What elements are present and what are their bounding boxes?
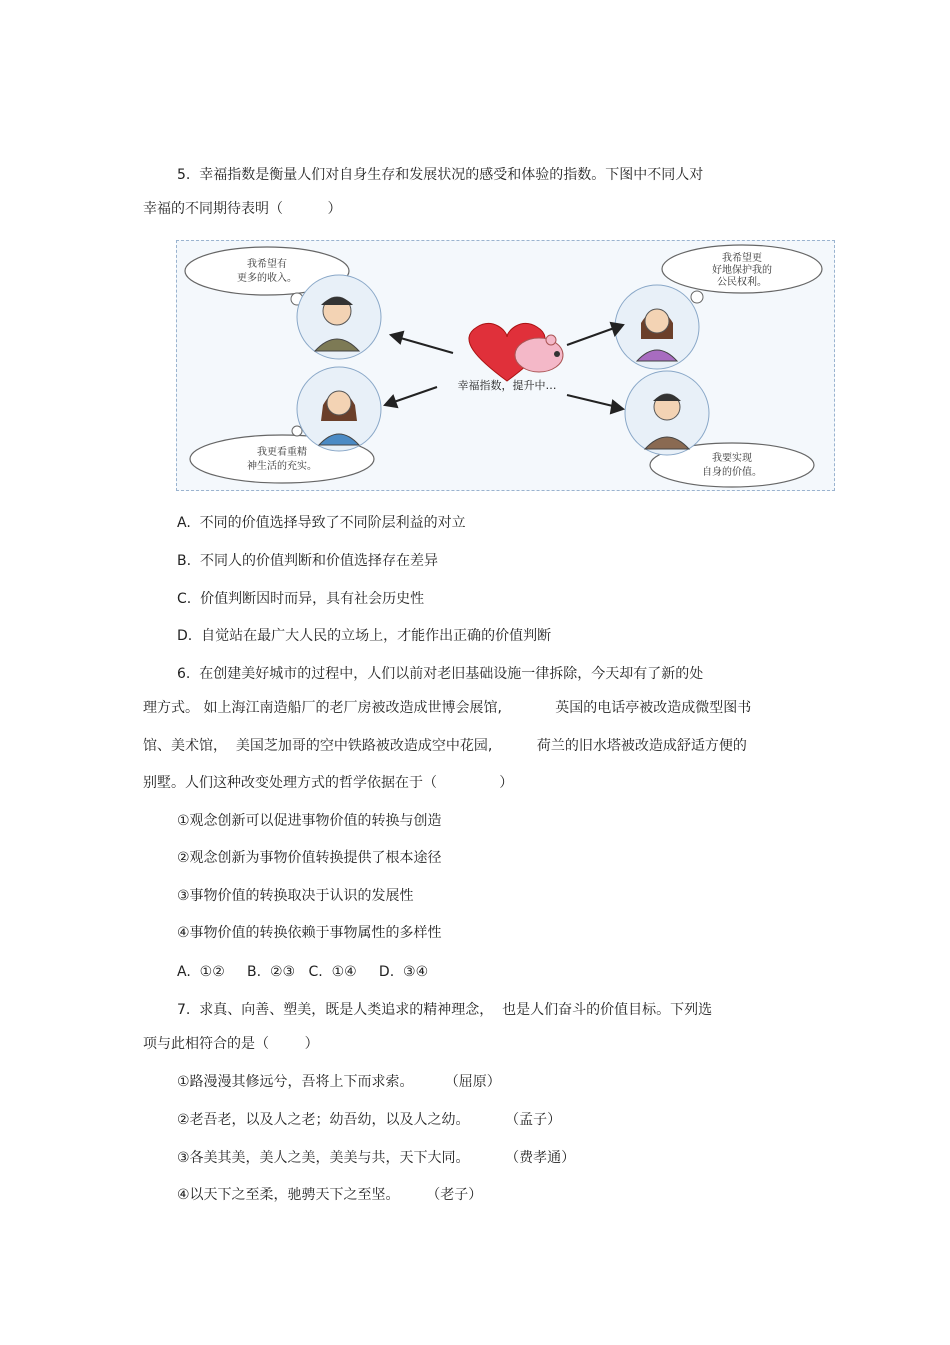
q6-stem-line1: 6. 在创建美好城市的过程中，人们以前对老旧基础设施一律拆除，今天却有了新的处: [177, 666, 704, 682]
bubble-top-right-line1: 我希望更: [722, 253, 762, 264]
bubble-bottom-left-line2: 神生活的充实。: [247, 461, 317, 472]
q5-happiness-figure: [176, 240, 835, 491]
portrait-woman-top-right: [615, 285, 699, 369]
portrait-woman-bottom-left: [297, 367, 381, 451]
q5-option-a: A. 不同的价值选择导致了不同阶层利益的对立: [177, 515, 466, 531]
bubble-top-right-line3: 公民权利。: [717, 277, 767, 288]
bubble-top-right-line2: 好地保护我的: [712, 265, 772, 276]
bubble-bottom-left-line1: 我更看重精: [257, 447, 307, 458]
arrow-to-top-right: [567, 327, 617, 345]
bubble-top-left-line2: 更多的收入。: [237, 273, 297, 284]
q6-item-1: ①观念创新可以促进事物价值的转换与创造: [177, 813, 442, 829]
q5-option-d: D. 自觉站在最广大人民的立场上，才能作出正确的价值判断: [177, 628, 552, 644]
bubble-bottom-right-line1: 我要实现: [712, 453, 752, 464]
q6-stem-line4: 别墅。人们这种改变处理方式的哲学依据在于（ ）: [143, 775, 514, 791]
q7-item-1: ①路漫漫其修远兮，吾将上下而求索。 （屈原）: [177, 1074, 501, 1090]
q7-stem-line2: 项与此相符合的是（ ）: [143, 1036, 319, 1052]
q7-item-2: ②老吾老，以及人之老；幼吾幼，以及人之幼。 （孟子）: [177, 1112, 562, 1128]
q6-item-2: ②观念创新为事物价值转换提供了根本途径: [177, 850, 442, 866]
q6-item-3: ③事物价值的转换取决于认识的发展性: [177, 888, 414, 904]
bubble-bottom-right-line2: 自身的价值。: [702, 467, 762, 478]
q6-stem-line3: 馆、美术馆， 美国芝加哥的空中铁路被改造成空中花园, 荷兰的旧水塔被改造成舒适方便的: [143, 738, 747, 754]
arrow-to-bottom-right: [567, 395, 617, 407]
arrow-to-bottom-left: [391, 387, 437, 403]
arrow-head-bottom-left: [385, 396, 397, 407]
center-label: 幸福指数，提升中…: [457, 379, 557, 392]
happiness-illustration: [177, 241, 836, 492]
q7-item-4: ④以天下之至柔，驰骋天下之至坚。 （老子）: [177, 1187, 483, 1203]
q6-stem-line2: 理方式。 如上海江南造船厂的老厂房被改造成世博会展馆, 英国的电话亭被改造成微型图书: [143, 700, 752, 716]
q5-stem-line2: 幸福的不同期待表明（ ）: [143, 201, 342, 217]
q7-stem-line1: 7. 求真、向善、塑美，既是人类追求的精神理念， 也是人们奋斗的价值目标。下列选: [177, 1002, 713, 1018]
q5-option-b: B. 不同人的价值判断和价值选择存在差异: [177, 553, 438, 569]
arrow-to-top-left: [397, 337, 453, 353]
q5-stem-line1: 5. 幸福指数是衡量人们对自身生存和发展状况的感受和体验的指数。下图中不同人对: [177, 167, 704, 183]
q6-item-4: ④事物价值的转换依赖于事物属性的多样性: [177, 925, 442, 941]
q7-item-3: ③各美其美，美人之美，美美与共，天下大同。 （费孝通）: [177, 1150, 576, 1166]
heart-piggy-icon: [469, 324, 563, 382]
bubble-top-left-line1: 我希望有: [247, 259, 287, 270]
arrow-head-bottom-right: [611, 401, 623, 413]
portrait-man-bottom-right: [625, 371, 709, 455]
portrait-man-top-left: [297, 275, 381, 359]
q6-options: A. ①② B. ②③ C. ①④ D. ③④: [177, 964, 429, 980]
q5-option-c: C. 价值判断因时而异，具有社会历史性: [177, 591, 425, 607]
arrow-head-top-left: [391, 332, 403, 343]
